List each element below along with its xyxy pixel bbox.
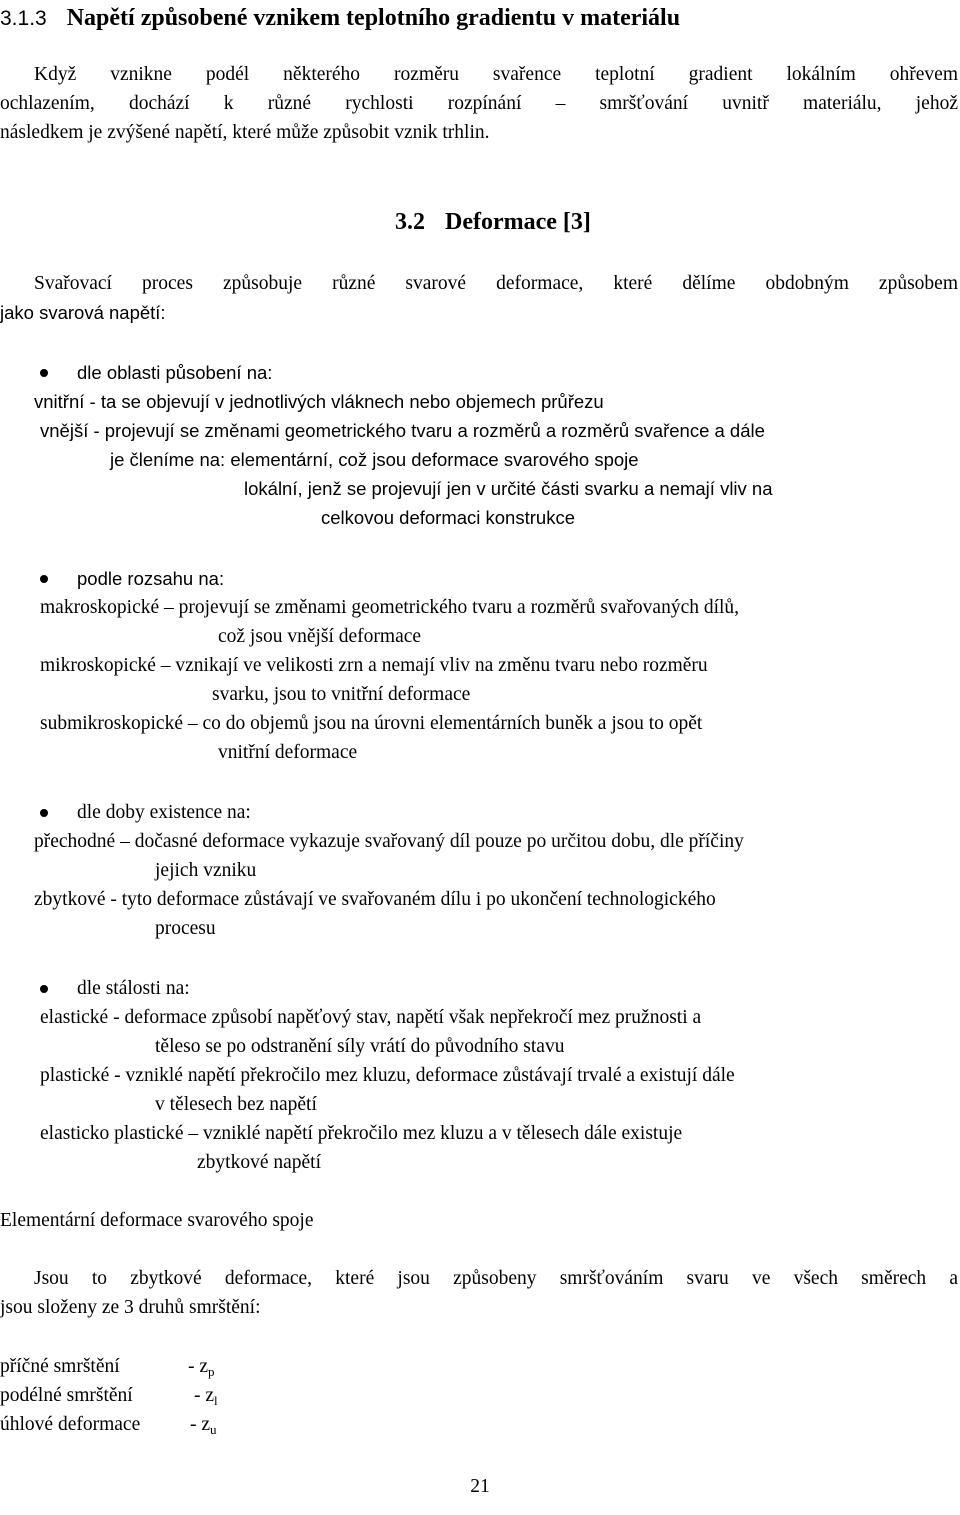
definition-line: celkovou deformaci konstrukce bbox=[321, 507, 575, 528]
definition-line: je členíme na: elementární, což jsou deformace svarového spoje bbox=[110, 449, 639, 470]
paragraph-line: Když vznikne podél některého rozměru svařence teplotní gradient lokálním ohřevem bbox=[34, 64, 958, 85]
paragraph-line: Jsou to zbytkové deformace, které jsou způsobeny smršťováním svaru ve všech směrech a bbox=[34, 1268, 958, 1289]
shrinkage-item bbox=[0, 1410, 217, 1439]
bullet-label: dle doby existence na: bbox=[77, 802, 251, 823]
shrinkage-subscript: u bbox=[210, 1422, 217, 1437]
paragraph-line: následkem je zvýšené napětí, které může způsobit vznik trhlin. bbox=[0, 122, 490, 143]
section-heading-32 bbox=[395, 206, 591, 238]
definition-line: což jsou vnější deformace bbox=[218, 626, 422, 647]
definition-line: vnitřní deformace bbox=[218, 742, 358, 763]
definition-line: jejich vzniku bbox=[155, 860, 257, 881]
definition-line: přechodné – dočasné deformace vykazuje svařovaný díl pouze po určitou dobu, dle příčiny bbox=[34, 831, 744, 852]
definition-line: zbytkové - tyto deformace zůstávají ve svařovaném dílu i po ukončení technologického bbox=[34, 889, 716, 910]
definition-line: elastické - deformace způsobí napěťový stav, napětí však nepřekročí mez pružnosti a bbox=[40, 1007, 702, 1028]
section-heading-313 bbox=[0, 2, 680, 35]
shrinkage-item bbox=[0, 1352, 215, 1381]
definition-line: vnější - projevují se změnami geometrického tvaru a rozměrů a rozměrů svařence a dále bbox=[40, 420, 765, 441]
subheading: Elementární deformace svarového spoje bbox=[0, 1210, 314, 1231]
bullet-label: podle rozsahu na: bbox=[77, 568, 225, 589]
shrinkage-subscript: l bbox=[214, 1393, 218, 1408]
definition-line: lokální, jenž se projevují jen v určité části svarku a nemají vliv na bbox=[244, 478, 773, 499]
bullet-label: dle stálosti na: bbox=[77, 978, 190, 999]
definition-line: elasticko plastické – vzniklé napětí překročilo mez kluzu a v tělesech dále existuje bbox=[40, 1123, 683, 1144]
page-number: 21 bbox=[470, 1476, 490, 1497]
section-number: 3.2 bbox=[395, 209, 425, 235]
definition-line: těleso se po odstranění síly vrátí do původního stavu bbox=[155, 1036, 565, 1057]
shrinkage-symbol: - z bbox=[190, 1414, 211, 1435]
definition-line: submikroskopické – co do objemů jsou na úrovni elementárních buněk a jsou to opět bbox=[40, 713, 703, 734]
definition-line: procesu bbox=[155, 918, 216, 939]
shrinkage-label: úhlové deformace bbox=[0, 1414, 141, 1435]
definition-line: zbytkové napětí bbox=[197, 1152, 321, 1173]
definition-line: v tělesech bez napětí bbox=[155, 1094, 317, 1115]
paragraph-line: jsou složeny ze 3 druhů smrštění: bbox=[0, 1297, 261, 1318]
section-title: Napětí způsobené vznikem teplotního gradientu v materiálu bbox=[66, 5, 681, 31]
definition-line: plastické - vzniklé napětí překročilo mez kluzu, deformace zůstávají trvalé a existují dále bbox=[40, 1065, 735, 1086]
definition-line: svarku, jsou to vnitřní deformace bbox=[212, 684, 471, 705]
definition-line: makroskopické – projevují se změnami geometrického tvaru a rozměrů svařovaných dílů, bbox=[40, 597, 740, 618]
paragraph-line: ochlazením, dochází k různé rychlosti rozpínání – smršťování uvnitř materiálu, jehož bbox=[0, 93, 958, 114]
definition-line: mikroskopické – vznikají ve velikosti zrn a nemají vliv na změnu tvaru nebo rozměru bbox=[40, 655, 708, 676]
shrinkage-symbol: - z bbox=[194, 1385, 215, 1406]
bullet-label: dle oblasti působení na: bbox=[77, 362, 273, 383]
shrinkage-label: podélné smrštění bbox=[0, 1385, 133, 1406]
shrinkage-item bbox=[0, 1381, 218, 1410]
section-number: 3.1.3 bbox=[0, 7, 47, 30]
shrinkage-label: příčné smrštění bbox=[0, 1356, 120, 1377]
shrinkage-subscript: p bbox=[208, 1364, 215, 1379]
paragraph-line: Svařovací proces způsobuje různé svarové deformace, které dělíme obdobným způsobem bbox=[34, 273, 958, 294]
definition-line: vnitřní - ta se objevují v jednotlivých vláknech nebo objemech průřezu bbox=[34, 391, 604, 412]
section-title: Deformace [3] bbox=[445, 209, 591, 235]
paragraph-line: jako svarová napětí: bbox=[0, 302, 166, 323]
shrinkage-symbol: - z bbox=[188, 1356, 209, 1377]
